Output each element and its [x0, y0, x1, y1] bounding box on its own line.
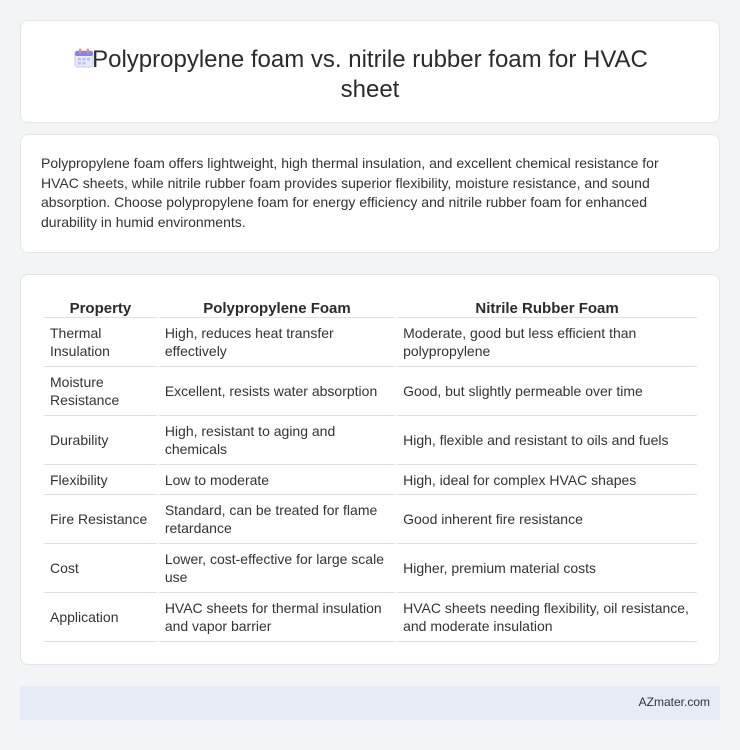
comparison-card — [20, 274, 720, 665]
header-polypropylene-foam: Polypropylene Foam — [159, 296, 395, 318]
table-row — [44, 465, 697, 495]
page-title: Polypropylene foam vs. nitrile rubber foam for HVAC sheet — [92, 46, 648, 103]
nitrile-cell: HVAC sheets needing flexibility, oil resistance, and moderate insulation — [397, 593, 697, 642]
property-cell: Durability — [44, 416, 157, 465]
property-cell: Cost — [44, 544, 157, 593]
header-property: Property — [44, 296, 157, 318]
table-row — [44, 318, 697, 367]
comparison-table — [42, 296, 699, 642]
polypropylene-cell: Excellent, resists water absorption — [159, 367, 395, 416]
property-cell: Flexibility — [44, 465, 157, 495]
nitrile-cell: Good inherent fire resistance — [397, 495, 697, 544]
title-card — [20, 20, 720, 123]
property-cell: Application — [44, 593, 157, 642]
nitrile-cell: Good, but slightly permeable over time — [397, 367, 697, 416]
nitrile-cell: High, ideal for complex HVAC shapes — [397, 465, 697, 495]
polypropylene-cell: Standard, can be treated for flame retardance — [159, 495, 395, 544]
property-cell: Thermal Insulation — [44, 318, 157, 367]
property-cell: Fire Resistance — [44, 495, 157, 544]
nitrile-cell: Moderate, good but less efficient than polypropylene — [397, 318, 697, 367]
header-nitrile-rubber-foam: Nitrile Rubber Foam — [397, 296, 697, 318]
table-row — [44, 367, 697, 416]
table-row — [44, 593, 697, 642]
nitrile-cell: High, flexible and resistant to oils and fuels — [397, 416, 697, 465]
footer-bar — [20, 686, 720, 720]
nitrile-cell: Higher, premium material costs — [397, 544, 697, 593]
table-header-row — [44, 296, 697, 318]
polypropylene-cell: Low to moderate — [159, 465, 395, 495]
polypropylene-cell: High, reduces heat transfer effectively — [159, 318, 395, 367]
table-row — [44, 416, 697, 465]
polypropylene-cell: Lower, cost-effective for large scale use — [159, 544, 395, 593]
summary-paragraph: Polypropylene foam offers lightweight, high thermal insulation, and excellent chemical resistance for HVAC sheets, while nitrile rubber foam provides superior flexibility, moisture resistance, and sound absorption. Choose polypropylene foam for energy efficiency and nitrile rubber foam for enhanced durability in humid environments. — [41, 155, 659, 230]
table-row — [44, 495, 697, 544]
summary-card — [20, 134, 720, 253]
footer-brand: AZmater.com — [638, 695, 710, 709]
table-row — [44, 544, 697, 593]
polypropylene-cell: High, resistant to aging and chemicals — [159, 416, 395, 465]
property-cell: Moisture Resistance — [44, 367, 157, 416]
polypropylene-cell: HVAC sheets for thermal insulation and vapor barrier — [159, 593, 395, 642]
